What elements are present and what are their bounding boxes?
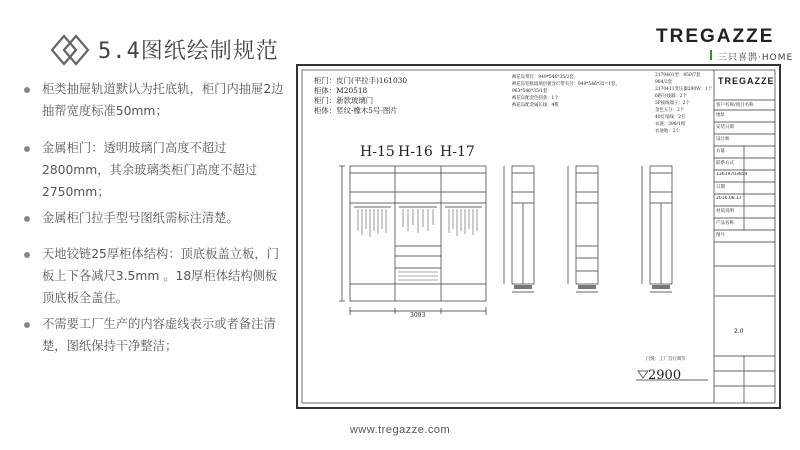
note-line: 柜门：皮门(平拉手)161030: [314, 76, 408, 85]
diamond-outline-icon: [50, 33, 90, 67]
bullet-item: [24, 313, 286, 357]
note-line: 2170401型：950/7套: [655, 73, 701, 78]
section-title: 5.4图纸绘制规范: [98, 39, 279, 64]
cabinet-label: H-17: [440, 144, 475, 160]
note-line: 40灯尾线：2打: [655, 115, 686, 120]
notes-right: [655, 72, 712, 135]
note-line: 柜门：新款玻璃门: [314, 96, 374, 105]
title-block-cell: 方量: [716, 149, 725, 154]
brand-logo: [656, 26, 794, 66]
title-block-revision: 2.0: [734, 328, 744, 335]
title-block-cell: 13619703854: [716, 172, 748, 177]
bullet-item: [24, 243, 286, 309]
bullet-dot: [24, 322, 30, 328]
bullet-item: [24, 78, 286, 122]
title-block-cell: 2016.08.17: [716, 196, 742, 201]
bullet-dot: [24, 216, 30, 222]
level-mark: 2900: [648, 368, 682, 383]
note-line: 柜体：M20518: [314, 86, 368, 95]
bullet-text: 柜类抽屉轨道默认为托底轨，柜门内抽屉2边抽帮宽度标准50mm；: [42, 82, 284, 118]
bullet-text: 不需要工厂生产的内容虚线表示或者备注清楚，图纸保持干净整洁；: [42, 317, 276, 353]
bullet-item: [24, 207, 286, 229]
note-line: 衣通：390/1根: [655, 122, 686, 127]
note-line: 5P拔线端子：2个: [655, 101, 690, 106]
note-line: 963*546*35/1套: [512, 89, 548, 94]
note-line: 裤花岛配金属长线：4根: [512, 103, 559, 108]
note-line: 964/2套: [655, 80, 673, 85]
notes-mid: [512, 74, 620, 109]
note-line: 衣通地：2个: [655, 129, 680, 134]
dimension-total: 3093: [410, 312, 426, 319]
bullet-dot: [24, 87, 30, 93]
title-block-cell: 设计师: [716, 137, 730, 142]
footer-url: www.tregazze.com: [349, 424, 451, 436]
title-block-cell: 材质说明: [716, 209, 734, 214]
note-line: 金色五分：2个: [655, 108, 685, 113]
note-line: 柜体：竖纹-橡木5号-图片: [314, 106, 398, 115]
bullet-text: 天地铰链25厚柜体结构：顶底板盖立板，门板上下各减尺3.5mm 。18厚柜体结构侧板顶底板全盖住。: [42, 247, 279, 305]
cabinet-label: H-15: [360, 144, 395, 160]
cabinet-label: H-16: [398, 144, 433, 160]
note-line: 2170411变压器200W：1个: [655, 87, 713, 92]
bullet-item: [24, 137, 286, 203]
bullet-dot: [24, 146, 30, 152]
note-line: 裤花岛铝框玻璃层板含灯带夹付：949*546*35=1套，: [512, 82, 620, 87]
brand-accent-bar: [710, 50, 712, 60]
title-block-cell: 产品名称: [716, 221, 734, 226]
brand-logo-text: TREGAZZE: [656, 26, 775, 47]
title-block-cell: 联系方式: [716, 161, 734, 166]
bullet-text: 金属柜门：透明玻璃门高度不超过2800mm，其余玻璃类柜门高度不超过2750mm；: [42, 141, 258, 199]
title-block-cell: 安装日期: [716, 125, 734, 130]
bullet-text: 金属柜门拉手型号图纸需标注清楚。: [42, 211, 239, 225]
title-block-cell: 日期: [716, 185, 725, 190]
brand-logo-subtitle: 三只喜鹊·HOME: [718, 53, 794, 63]
note-line: 6路分线器：2个: [655, 94, 687, 99]
bullet-dot: [24, 252, 30, 258]
note-line: 裤花岛配金色圆条：1个: [512, 96, 559, 101]
title-block-cell: 地址: [716, 113, 725, 118]
notes-left: [314, 76, 407, 116]
title-block-cell: 客户名称/项目名称: [716, 103, 754, 108]
title-block-logo: TREGAZZE: [718, 76, 775, 86]
door-note: 门缝：工厂自行调节: [646, 357, 686, 362]
title-block-cell: 图号: [716, 233, 725, 238]
note-line: 裤花岛带灯：949*546*35/2套，: [512, 75, 579, 80]
technical-drawing: [296, 64, 781, 409]
